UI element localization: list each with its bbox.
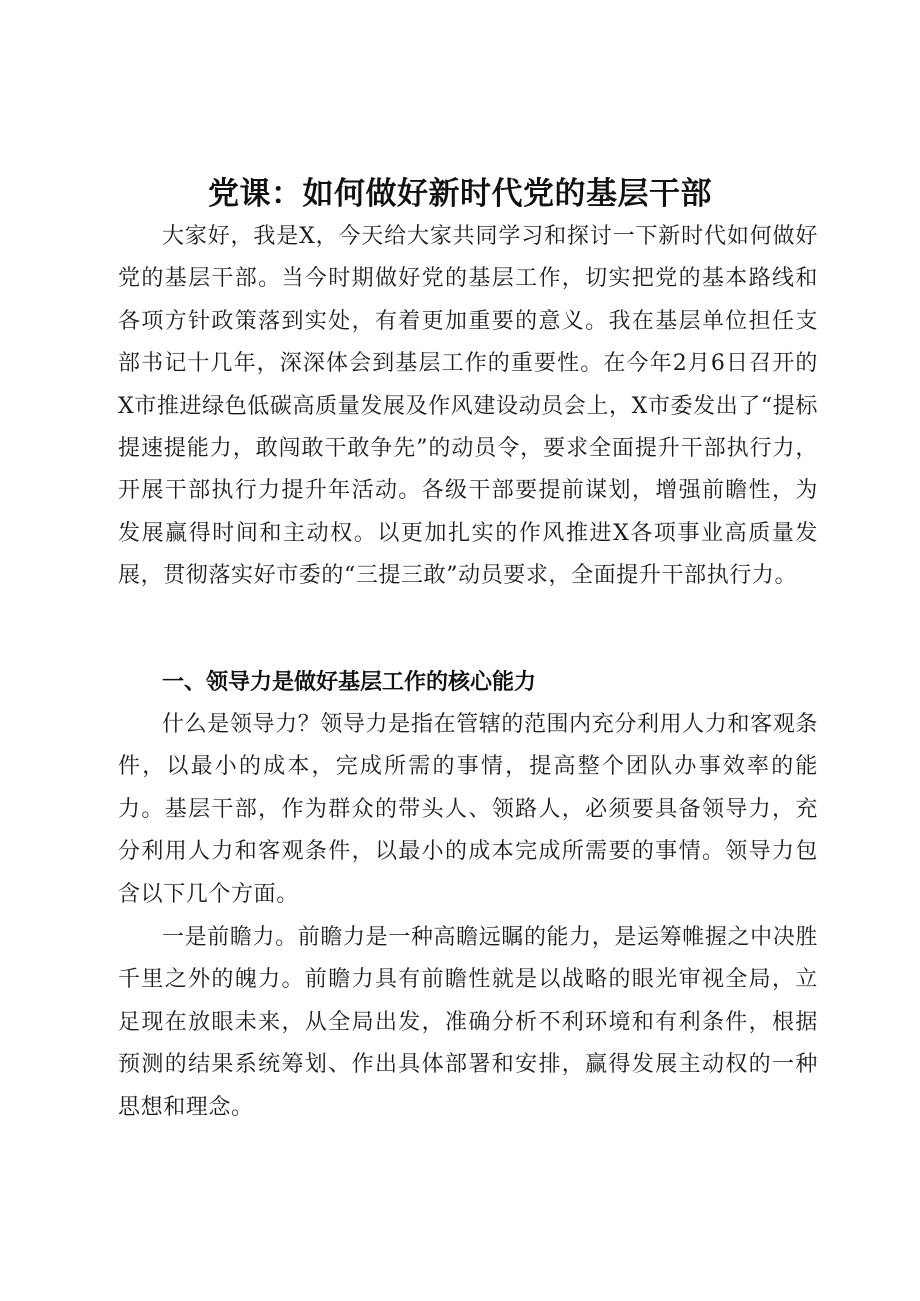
intro-paragraph: 大家好，我是X，今天给大家共同学习和探讨一下新时代如何做好党的基层干部。当今时期做好党的基层工作，切实把党的基本路线和各项方针政策落到实处，有着更加重要的意义。我在基层单位担任支部书记十几年，深深体会到基层工作的重要性。在今年2月6日召开的X市推进绿色低碳高质量发展及作风建设动员会上，X市委发出了“提标提速提能力，敢闯敢干敢争先”的动员令，要求全面提升干部执行力，开展干部执行力提升年活动。各级干部要提前谋划，增强前瞻性，为发展赢得时间和主动权。以更加扎实的作风推进X各项事业高质量发展，贯彻落实好市委的“三提三敢”动员要求，全面提升干部执行力。 bbox=[118, 224, 818, 589]
foresight-paragraph: 一是前瞻力。前瞻力是一种高瞻远瞩的能力，是运筹帷握之中决胜千里之外的魄力。前瞻力具有前瞻性就是以战略的眼光审视全局，立足现在放眼未来，从全局出发，准确分析不利环境和有利条件，根据预测的结果系统筹划、作出具体部署和安排，赢得发展主动权的一种思想和理念。 bbox=[118, 925, 818, 1120]
section-heading: 一、领导力是做好基层工作的核心能力 bbox=[162, 670, 537, 695]
leadership-definition-paragraph: 什么是领导力？领导力是指在管辖的范围内充分利用人力和客观条件，以最小的成本，完成所需的事情，提高整个团队办事效率的能力。基层干部，作为群众的带头人、领路人，必须要具备领导力，充分利用人力和客观条件，以最小的成本完成所需要的事情。领导力包含以下几个方面。 bbox=[118, 712, 818, 907]
document-title: 党课：如何做好新时代党的基层干部 bbox=[208, 176, 712, 212]
